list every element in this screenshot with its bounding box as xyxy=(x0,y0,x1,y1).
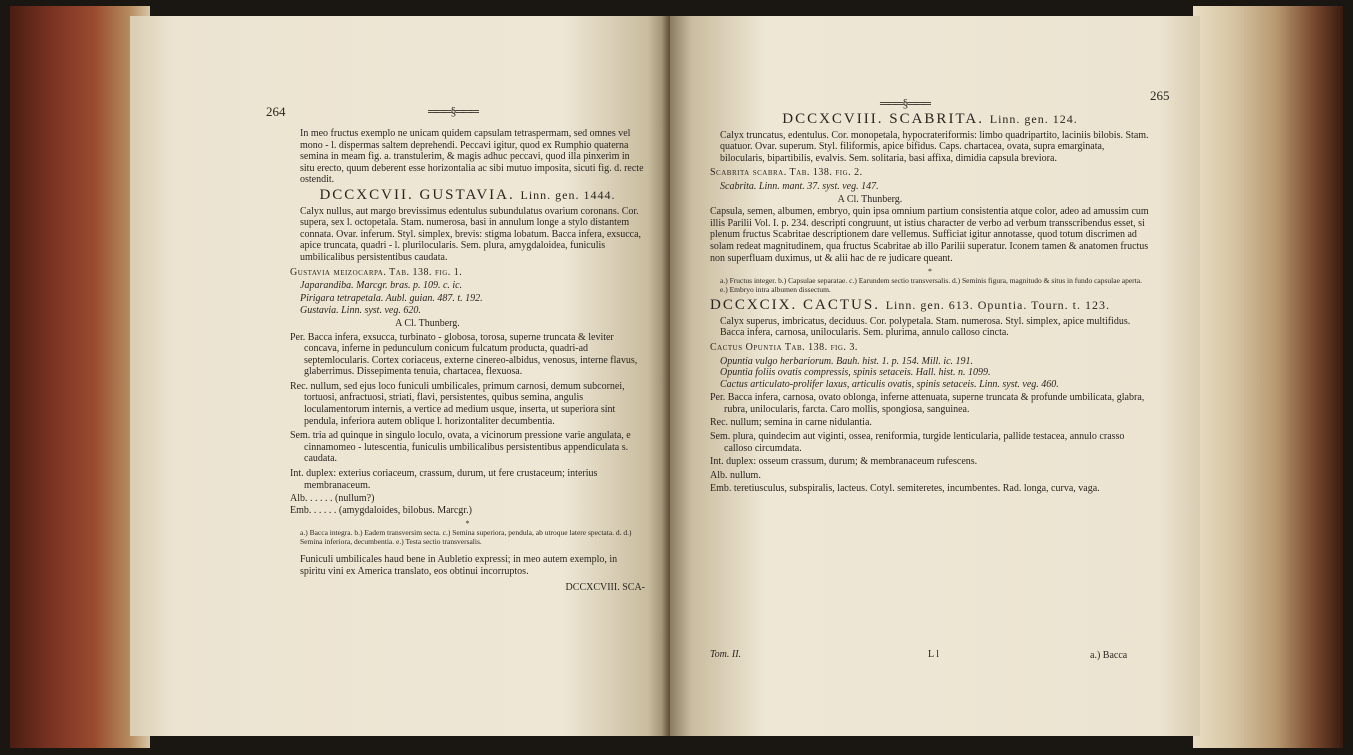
receptacle-desc: Rec. nullum, sed ejus loco funiculi umbilicales, primum carnosi, demum subcornei, tortuosi, anfractuosi, striati, flavi, persistentes, quibus semina, angulis loculamentorum internis, a vertice ad medium usque, inserta, ut superiora sint pendula, inferiora autem oblique l. horizontaliter decumbentia. xyxy=(290,380,625,427)
scabrita-description: Capsula, semen, albumen, embryo, quin ipsa omnium partium consistentia atque color, adeo ad amussim cum illis Parilii Vol. I. p. 234. descripti congruunt, ut istius character de verbo ad verbum transscribendus esset, si plenum fructus Scabritae descriptionem dare vellemus. Sufficiat igitur annotasse, quod totum discrimen ad solam redeat magnitudinem, qua fructus Scabritae ab illo Parilii superatur. Iconem tamen & anatomen fructus non superfluam duximus, ut & alii hac de re judicare queant. xyxy=(710,206,1149,264)
species-line: Gustavia meizocarpa. Tab. 138. fig. 1. xyxy=(290,266,463,278)
book-cover-left xyxy=(10,6,150,748)
semen-desc: Sem. tria ad quinque in singulo loculo, ovata, a vicinorum pressione varie angulata, e cinnamomeo - lutescentia, funiculis umbilicalibus persistentibus appendiculata s. caudata. xyxy=(290,430,631,465)
heading-number: DCCXCIX. xyxy=(710,297,798,314)
left-page xyxy=(130,16,670,736)
intro-paragraph: In meo fructus exemplo ne unicam quidem capsulam tetraspermam, sed omnes vel mono - l. dispermas saltem deprehendi. Peccavi igitur, quod ex Rumphio quaterna semina in meam fig. a. transtulerim, & magis adhuc peccavi, quod illa pinxerim in situ erecto, quum deberent esse horizontalia ac sibi mutuo imposita, sicuti fig. d. recte ostendit. xyxy=(300,128,644,186)
book-cover-right xyxy=(1193,6,1343,748)
generic-character-1: Calyx truncatus, edentulus. Cor. monopetala, hypocrateriformis: limbo quadripartito, laciniis bilobis. Stam. quatuor. Ovar. superum. Styl. filiformis, apice bifidus. Caps. chartacea, ovata, supra emarginata, bilocularis, bipartibilis, evalvis. Sem. solitaria, basi affixa, dimidia capsula breviora. xyxy=(720,129,1149,164)
heading-number: DCCXCVIII. xyxy=(782,111,884,127)
integument-desc: Int. duplex: osseum crassum, durum; & membranaceum rufescens. xyxy=(710,456,978,468)
synonym-cactus-2: Opuntia foliis ovatis compressis, spinis setaceis. Hall. hist. n. 1099. xyxy=(720,367,991,379)
pericarp-desc: Per. Bacca infera, exsucca, turbinato - globosa, torosa, superne truncata & leviter concava, inferne in pedunculum conicum fulcatum producta, quadri-ad septemlocularis. Cortex coriaceus, externe cinereo-albidus, venosus, interne flavus, glaberrimus. Dissepimenta tenuia, chartacea, flexuosa. xyxy=(290,331,638,378)
scabrita-heading xyxy=(710,111,1150,127)
closing-paragraph: Funiculi umbilicales haud bene in Aubletio expressi; in meo autem exemplo, in spiritu vini ex America translato, eos obtinui incorruptos. xyxy=(300,554,618,577)
synonym-cactus-1: Opuntia vulgo herbariorum. Bauh. hist. 1. p. 154. Mill. ic. 191. xyxy=(720,355,974,367)
separator-star: * xyxy=(928,267,932,277)
page-number-right: 265 xyxy=(1150,88,1170,103)
integument-desc: Int. duplex: exterius coriaceum, crassum, durum, ut fere crustaceum; interius membranaceum. xyxy=(290,468,598,491)
signature-mark: L l xyxy=(928,649,940,660)
generic-character-2: Calyx superus, imbricatus, deciduus. Cor. polypetala. Stam. numerosa. Styl. simplex, apice multifidus. Bacca infera, carnosa, unilocularis. Sem. plurima, annulo calloso cincta. xyxy=(720,315,1131,339)
figure-legend: a.) Bacca integra. b.) Eadem transversim secta. c.) Semina superiora, pendula, ab utroque latere spectata. d. d.) Semina inferiora, decumbentia. e.) Testa sectio transversalis. xyxy=(300,528,632,547)
synonym-scabrita: Scabrita. Linn. mant. 37. syst. veg. 147. xyxy=(720,180,879,192)
synonym-1: Japarandiba. Marcgr. bras. p. 109. c. ic. xyxy=(300,280,463,292)
embryo-desc: Emb. . . . . . (amygdaloides, bilobus. Marcgr.) xyxy=(290,504,472,516)
ornament-right: ═══§═══ xyxy=(880,96,931,110)
semen-desc: Sem. plura, quindecim aut viginti, ossea, reniformia, turgide lenticularia, pallide testacea, annulo crasso calloso circumdata. xyxy=(710,431,1125,454)
albumen-desc: Alb. nullum. xyxy=(710,469,761,481)
separator-star: * xyxy=(465,519,470,529)
receptacle-desc: Rec. nullum; semina in carne nidulantia. xyxy=(710,417,872,429)
page-number-left: 264 xyxy=(266,104,286,119)
ornament-left: ═══§═══ xyxy=(428,104,479,118)
book xyxy=(10,6,1343,748)
embryo-desc: Emb. teretiusculus, subspiralis, lacteus. Cotyl. semiteretes, incumbentes. Rad. longa, curva, vaga. xyxy=(710,483,1100,495)
right-text-column xyxy=(710,110,1150,495)
albumen-desc: Alb. . . . . . (nullum?) xyxy=(290,493,375,505)
right-page xyxy=(670,16,1200,736)
signature-volume: Tom. II. xyxy=(710,649,742,660)
figure-legend-1: a.) Fructus integer. b.) Capsulae separatae. c.) Earundem sectio transversalis. d.) Seminis figura, magnitudo & situs in fundo capsulae aperta. e.) Embryo intra albumen dissectum. xyxy=(720,276,1142,295)
catchword-left: DCCXCVIII. SCA- xyxy=(565,581,645,593)
heading-genus: CACTUS. xyxy=(803,297,880,314)
auctor-line-1: A Cl. Thunberg. xyxy=(837,193,903,205)
catchword-right: a.) Bacca xyxy=(1090,650,1128,661)
auctor-line: A Cl. Thunberg. xyxy=(395,317,460,329)
cactus-heading xyxy=(710,297,1150,314)
heading-genus: GUSTAVIA. xyxy=(419,186,515,203)
pericarp-desc: Per. Bacca infera, carnosa, ovato oblonga, inferne attenuata, superne truncata & profunde umbilicata, glabra, rubra, unilocularis, farcta. Caro mollis, spongiosa, sanguinea. xyxy=(710,392,1145,415)
heading-linn-ref: Linn. gen. 613. Opuntia. Tourn. t. 123. xyxy=(885,298,1110,313)
generic-character: Calyx nullus, aut margo brevissimus edentulus subundulatus ovarium coronans. Cor. supera, sex l. octopetala. Stam. numerosa, basi in annulum longe a stylo distantem connata. Ovar. inferum. Styl. simplex, brevis: stigma lobatum. Bacca infera, exsucca, apice truncata, quadri - l. plurilocularis. Sem. plura, amygdaloidea, funiculis umbilicalibus persistentibus caudata. xyxy=(300,205,642,263)
heading-linn-ref: Linn. gen. 1444. xyxy=(520,187,616,202)
synonym-3: Gustavia. Linn. syst. veg. 620. xyxy=(300,305,421,317)
heading-linn-ref: Linn. gen. 124. xyxy=(989,112,1078,126)
species-line-2: Cactus Opuntia Tab. 138. fig. 3. xyxy=(710,341,858,353)
heading-genus: SCABRITA. xyxy=(889,111,984,127)
heading-number: DCCXCVII. xyxy=(319,186,414,203)
species-line-1: Scabrita scabra. Tab. 138. fig. 2. xyxy=(710,167,863,179)
synonym-cactus-3: Cactus articulato-prolifer laxus, articulis ovatis, spinis setaceis. Linn. syst. veg. 460. xyxy=(720,378,1059,390)
synonym-2: Pirigara tetrapetala. Aubl. guian. 487. t. 192. xyxy=(300,292,483,304)
